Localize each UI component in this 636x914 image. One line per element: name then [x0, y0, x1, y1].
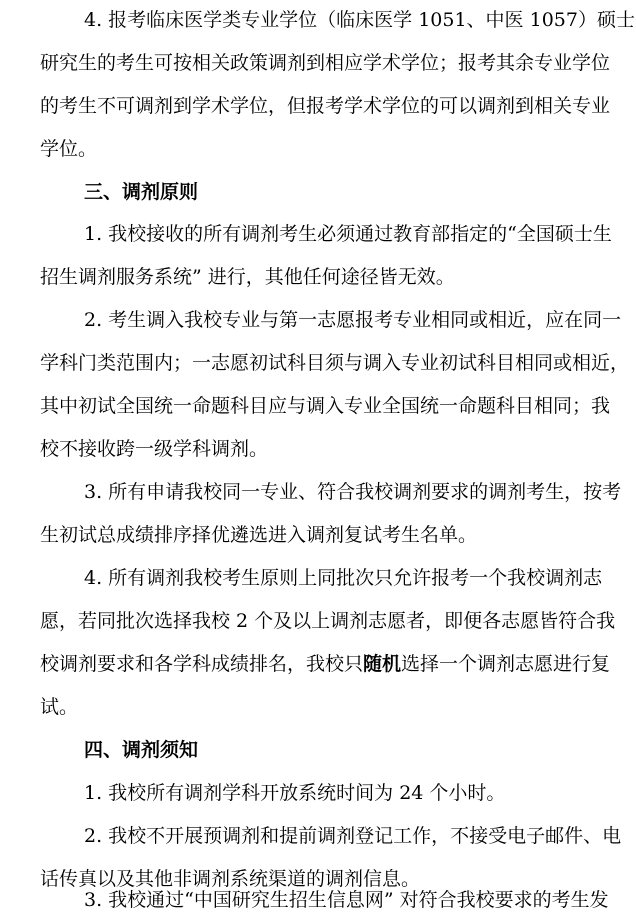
paragraph-line: 2. 考生调入我校专业与第一志愿报考专业相同或相近，应在同一	[84, 309, 622, 331]
paragraph-line: 学位。	[40, 138, 98, 160]
paragraph-line: 话传真以及其他非调剂系统渠道的调剂信息。	[40, 868, 421, 890]
paragraph-line: 校不接收跨一级学科调剂。	[40, 438, 269, 460]
paragraph-line: 3. 所有申请我校同一专业、符合我校调剂要求的调剂考生，按考	[84, 481, 622, 503]
paragraph-line: 生初试总成绩排序择优遴选进入调剂复试考生名单。	[40, 524, 478, 546]
paragraph-line	[40, 652, 611, 676]
emphasis-text: 随机	[363, 653, 402, 675]
paragraph-line: 1. 我校所有调剂学科开放系统时间为 24 个小时。	[84, 782, 506, 804]
section-heading: 三、调剂原则	[84, 181, 199, 203]
text-run: 选择一个调剂志愿进行复	[401, 653, 611, 675]
paragraph-line: 招生调剂服务系统” 进行，其他任何途径皆无效。	[40, 266, 455, 288]
text-run: 校调剂要求和各学科成绩排名，我校只	[40, 653, 364, 675]
paragraph-line: 研究生的考生可按相关政策调剂到相应学术学位；报考其余专业学位	[40, 52, 611, 74]
paragraph-line: 4. 所有调剂我校考生原则上同批次只允许报考一个我校调剂志	[84, 567, 603, 589]
paragraph-line: 2. 我校不开展预调剂和提前调剂登记工作，不接受电子邮件、电	[84, 825, 622, 847]
paragraph-line: 3. 我校通过“中国研究生招生信息网” 对符合我校要求的考生发	[84, 889, 609, 911]
paragraph-line: 试。	[40, 696, 79, 718]
paragraph-line: 的考生不可调剂到学术学位，但报考学术学位的可以调剂到相关专业	[40, 95, 611, 117]
paragraph-line: 1. 我校接收的所有调剂考生必须通过教育部指定的“全国硕士生	[84, 223, 612, 245]
paragraph-line: 愿，若同批次选择我校 2 个及以上调剂志愿者，即便各志愿皆符合我	[40, 610, 616, 632]
section-heading: 四、调剂须知	[84, 739, 199, 761]
paragraph-line: 4. 报考临床医学类专业学位（临床医学 1051、中医 1057）硕士	[84, 9, 635, 31]
paragraph-line: 学科门类范围内；一志愿初试科目须与调入专业初试科目相同或相近，	[40, 352, 630, 374]
paragraph-line: 其中初试全国统一命题科目应与调入专业全国统一命题科目相同；我	[40, 395, 611, 417]
